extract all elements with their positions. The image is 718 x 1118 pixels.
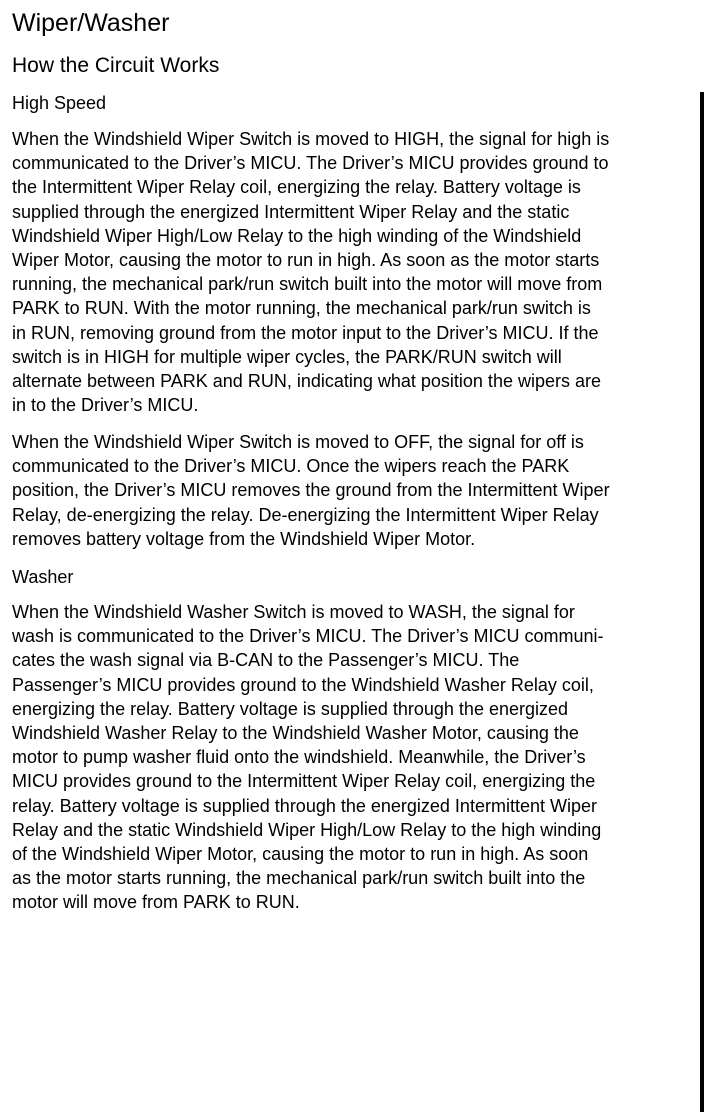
section-heading-high-speed: High Speed: [12, 93, 107, 113]
text-line: alternate between PARK and RUN, indicating what position the wipers are: [12, 371, 601, 392]
text-line: PARK to RUN. With the motor running, the mechanical park/run switch is: [12, 298, 591, 319]
text-line: in RUN, removing ground from the motor input to the Driver’s MICU. If the: [12, 322, 599, 343]
text-line: relay. Battery voltage is supplied through the energized Intermittent Wiper: [12, 795, 597, 816]
text-line: MICU provides ground to the Intermittent Wiper Relay coil, energizing the: [12, 771, 596, 792]
text-line: When the Windshield Wiper Switch is moved to OFF, the signal for off is: [12, 432, 584, 452]
text-line: energizing the relay. Battery voltage is supplied through the energized: [12, 698, 569, 719]
page-title: Wiper/Washer: [12, 9, 170, 37]
text-line: When the Windshield Washer Switch is moved to WASH, the signal for: [12, 602, 575, 622]
text-line: When the Windshield Wiper Switch is moved to HIGH, the signal for high is: [12, 129, 610, 149]
text-line: in to the Driver’s MICU.: [12, 395, 199, 416]
text-line: as the motor starts running, the mechanical park/run switch built into the: [12, 868, 586, 889]
paragraph-washer-operation: [12, 600, 696, 915]
text-line: running, the mechanical park/run switch built into the motor will move from: [12, 274, 603, 295]
text-line: of the Windshield Wiper Motor, causing the motor to run in high. As soon: [12, 844, 589, 865]
text-line: wash is communicated to the Driver’s MICU. The Driver’s MICU communi-: [12, 626, 604, 647]
text-line: communicated to the Driver’s MICU. Once the wipers reach the PARK: [12, 456, 570, 477]
text-line: Wiper Motor, causing the motor to run in high. As soon as the motor starts: [12, 250, 600, 271]
page-subtitle: How the Circuit Works: [12, 54, 220, 77]
text-line: removes battery voltage from the Windshield Wiper Motor.: [12, 528, 476, 549]
text-line: Windshield Washer Relay to the Windshield Washer Motor, causing the: [12, 723, 579, 744]
text-line: the Intermittent Wiper Relay coil, energizing the relay. Battery voltage is: [12, 177, 581, 198]
text-line: Relay and the static Windshield Wiper High/Low Relay to the high winding: [12, 819, 602, 840]
text-line: Windshield Wiper High/Low Relay to the high winding of the Windshield: [12, 225, 582, 246]
text-line: Relay, de-energizing the relay. De-energizing the Intermittent Wiper Relay: [12, 504, 599, 525]
text-line: switch is in HIGH for multiple wiper cycles, the PARK/RUN switch will: [12, 346, 562, 367]
paragraph-high-speed-off: [12, 430, 696, 551]
text-line: supplied through the energized Intermittent Wiper Relay and the static: [12, 201, 570, 222]
text-line: motor to pump washer fluid onto the windshield. Meanwhile, the Driver’s: [12, 747, 586, 768]
paragraph-high-speed-operation: [12, 127, 696, 417]
text-line: communicated to the Driver’s MICU. The Driver’s MICU provides ground to: [12, 153, 609, 174]
text-line: position, the Driver’s MICU removes the ground from the Intermittent Wiper: [12, 480, 610, 501]
text-line: Passenger’s MICU provides ground to the Windshield Washer Relay coil,: [12, 674, 594, 695]
text-line: cates the wash signal via B-CAN to the Passenger’s MICU. The: [12, 650, 520, 671]
section-heading-washer: Washer: [12, 567, 74, 587]
text-line: motor will move from PARK to RUN.: [12, 892, 300, 913]
change-bar: [700, 92, 704, 1112]
